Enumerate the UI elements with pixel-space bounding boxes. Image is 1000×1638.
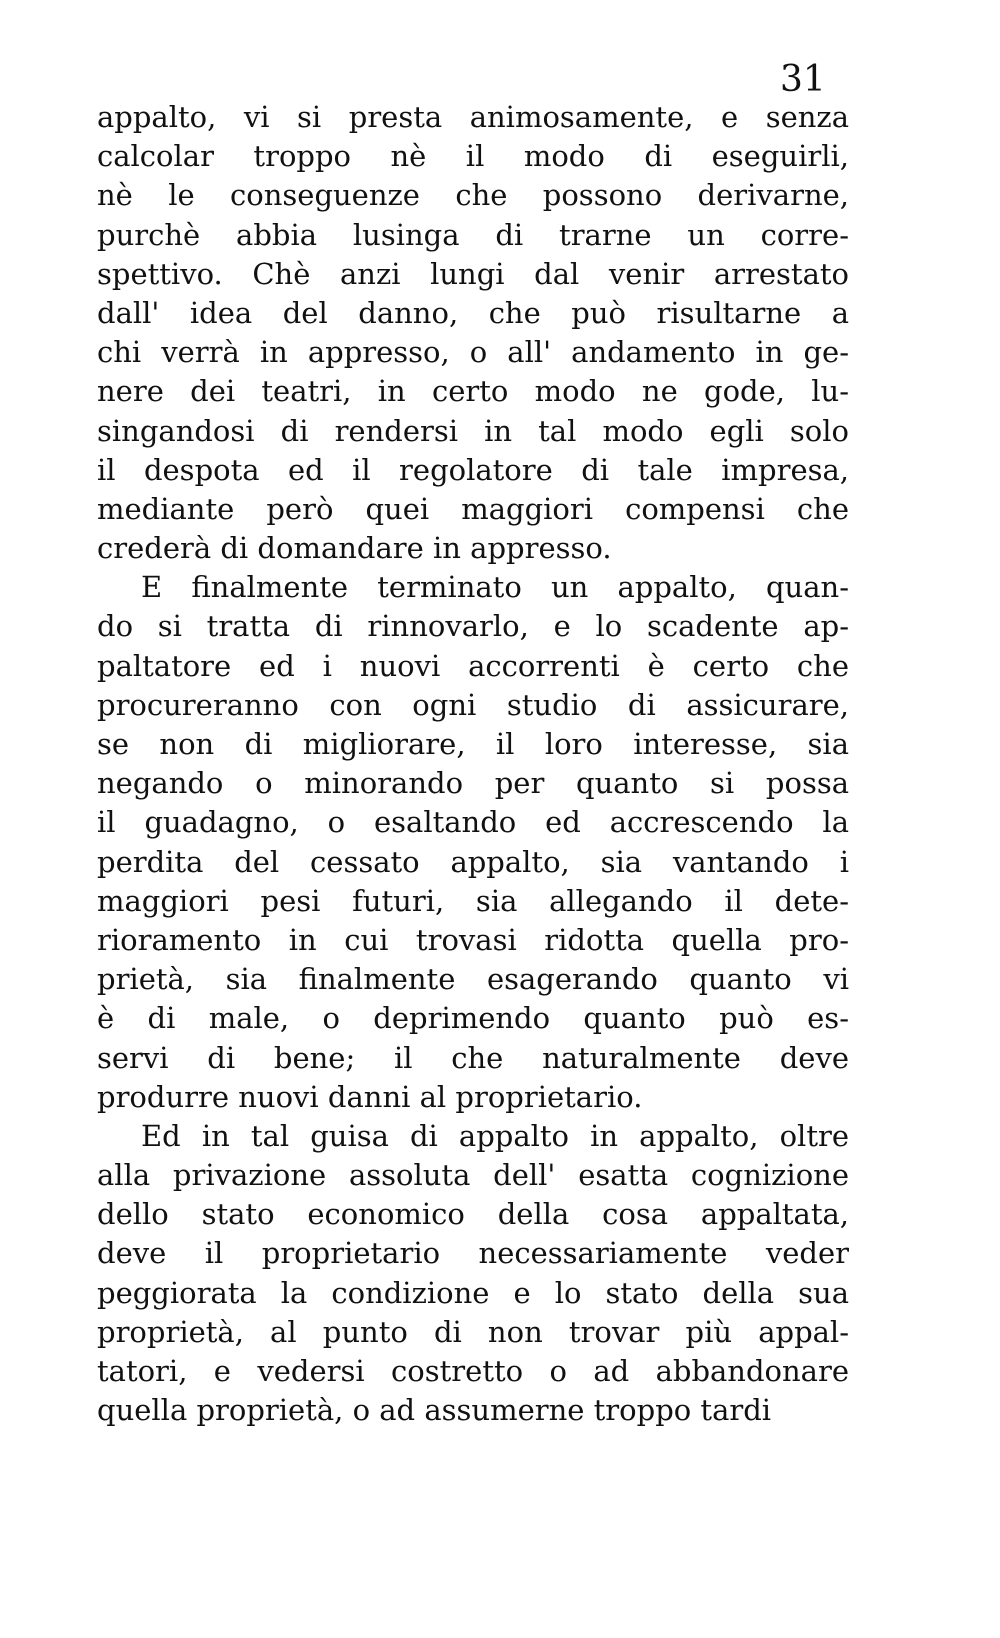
text-line: produrre nuovi danni al proprietario. <box>97 1079 643 1114</box>
text-line: deve il proprietario necessariamente veder <box>97 1236 849 1271</box>
text-line: servi di bene; il che naturalmente deve <box>97 1040 849 1075</box>
text-line: proprietà, al punto di non trovar più appal- <box>97 1314 849 1349</box>
text-line: se non di migliorare, il loro interesse, sia <box>97 727 849 761</box>
text-line: nere dei teatri, in certo modo ne gode, lu- <box>97 374 849 409</box>
text-line: il despota ed il regolatore di tale impresa, <box>97 452 849 487</box>
text-line: E finalmente terminato un appalto, quan- <box>141 570 849 605</box>
text-line: appalto, vi si presta animosamente, e senza <box>97 100 849 134</box>
text-line: spettivo. Chè anzi lungi dal venir arrestato <box>97 256 849 291</box>
text-line: tatori, e vedersi costretto o ad abbandonare <box>97 1354 849 1388</box>
paragraph <box>97 98 849 568</box>
text-line: maggiori pesi futuri, sia allegando il dete- <box>97 883 849 918</box>
text-line: nè le conseguenze che possono derivarne, <box>97 178 849 213</box>
paragraph <box>97 1117 849 1431</box>
text-line: chi verrà in appresso, o all' andamento in ge- <box>97 335 849 370</box>
page-number: 31 <box>780 59 826 100</box>
text-line: alla privazione assoluta dell' esatta cognizione <box>97 1158 849 1193</box>
paragraph <box>97 568 849 1117</box>
text-line: rioramento in cui trovasi ridotta quella pro- <box>97 922 849 957</box>
text-line: do si tratta di rinnovarlo, e lo scadente ap- <box>97 609 849 644</box>
body-text <box>97 98 849 1430</box>
text-line: dello stato economico della cosa appaltata, <box>97 1197 849 1232</box>
text-line: peggiorata la condizione e lo stato della sua <box>97 1275 849 1310</box>
text-line: mediante però quei maggiori compensi che <box>97 491 849 526</box>
text-line: purchè abbia lusinga di trarne un corre- <box>97 217 849 252</box>
text-line: il guadagno, o esaltando ed accrescendo la <box>97 805 849 840</box>
text-line: prietà, sia finalmente esagerando quanto vi <box>97 962 849 997</box>
text-line: crederà di domandare in appresso. <box>97 531 612 566</box>
text-line: è di male, o deprimendo quanto può es- <box>97 1001 849 1036</box>
text-line: paltatore ed i nuovi accorrenti è certo che <box>97 648 849 683</box>
text-line: procureranno con ogni studio di assicurare, <box>97 687 849 722</box>
text-line: dall' idea del danno, che può risultarne a <box>97 295 849 330</box>
text-line: perdita del cessato appalto, sia vantando i <box>97 844 849 879</box>
text-line: singandosi di rendersi in tal modo egli solo <box>97 413 849 448</box>
text-line: Ed in tal guisa di appalto in appalto, oltre <box>141 1118 849 1153</box>
text-line: negando o minorando per quanto si possa <box>97 766 849 801</box>
text-line: calcolar troppo nè il modo di eseguirli, <box>97 139 849 174</box>
text-line: quella proprietà, o ad assumerne troppo tardi <box>97 1393 772 1428</box>
